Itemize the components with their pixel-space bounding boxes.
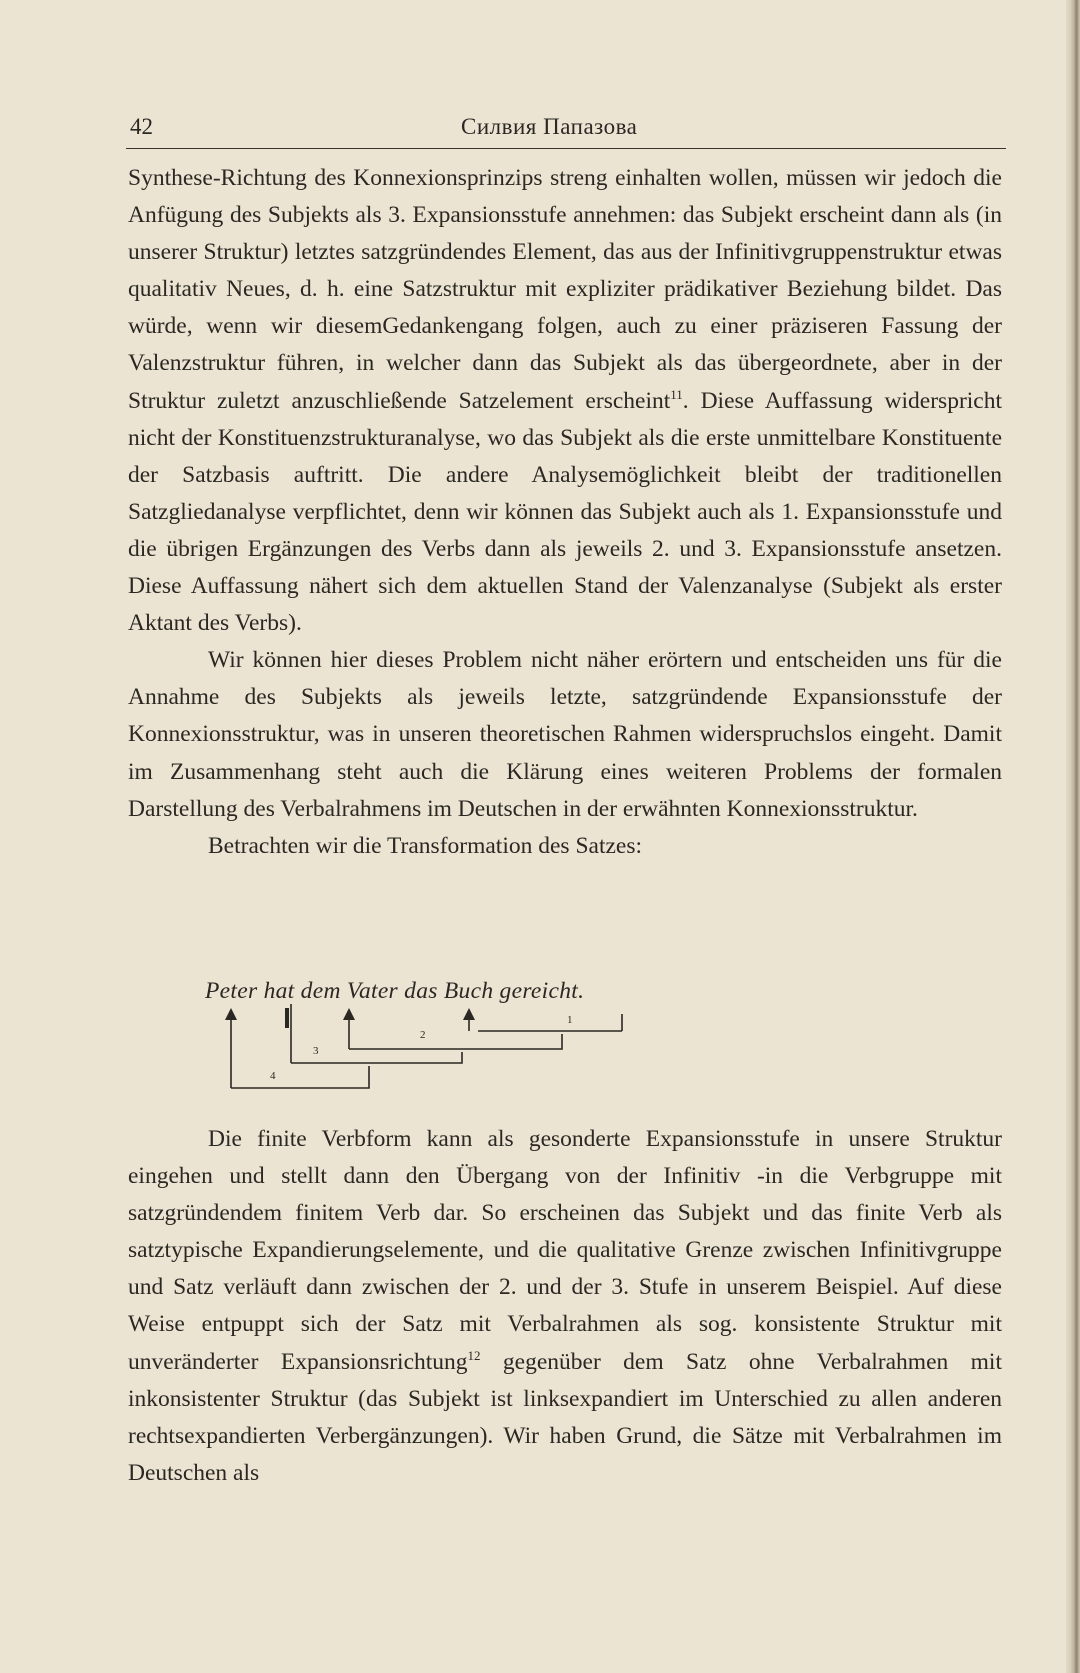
main-text-continued xyxy=(128,1121,1002,1492)
example-sentence: Peter hat dem Vater das Buch gereicht. xyxy=(205,978,585,1004)
bracket-level-2 xyxy=(349,1034,562,1049)
level-label-4: 4 xyxy=(270,1070,276,1082)
level-label-2: 2 xyxy=(420,1029,426,1041)
level-label-1: 1 xyxy=(567,1014,573,1026)
bracket-level-4 xyxy=(231,1066,369,1088)
hat-mark xyxy=(285,1008,289,1028)
paragraph-4 xyxy=(128,1121,1002,1492)
paragraph-1-part-a: Synthese-Richtung des Konnexionsprinzips streng einhalten wollen, müssen wir jedoch die Anfügung des Subjekts als 3. Expansionsstufe annehmen: das Subjekt erscheint dann als (in unserer Struktur) letztes satzgründendes Element, das aus der Infinitivgruppenstruktur etwas qualitativ Neues, d. h. eine Satzstruktur mit expliziter prädikativer Beziehung bildet. Das würde, wenn wir diesemGedankengang folgen, auch zu einer präziseren Fassung der Valenzstruktur führen, in welcher dann das Subjekt als das übergeordnete, aber in der Struktur zuletzt anzuschließende Satzelement erscheint xyxy=(128,165,1002,414)
level-label-3: 3 xyxy=(313,1045,319,1057)
arrowhead-das xyxy=(463,1008,475,1020)
footnote-ref-12: 12 xyxy=(467,1347,481,1363)
running-head: Силвия Папазова xyxy=(461,114,638,139)
paragraph-4-part-a: Die finite Verbform kann als gesonderte Expansionsstufe in unsere Struktur eingehen und stellt dann den Übergang von der Infinitiv -in die Verbgruppe mit satzgründendem finitem Verb dar. So erscheinen das Subjekt und das finite Verb als satztypische Expandierungselemente, und die qualitative Grenze zwischen Infinitivgruppe und Satz verläuft dann zwischen der 2. und der 3. Stufe in unserem Beispiel. Auf diese Weise entpuppt sich der Satz mit Verbalrahmen als sog. konsistente Struktur mit unveränderter Expansionsrichtung xyxy=(128,1126,1002,1375)
paragraph-4-part-b: gegenüber dem Satz ohne Verbalrahmen mit inkonsistenter Struktur (das Subjekt ist linksexpandiert im Unterschied zu allen anderen rechtsexpandierten Verbergänzungen). Wir haben Grund, die Sätze mit Verbalrahmen im Deutschen als xyxy=(128,1348,1002,1486)
page-number: 42 xyxy=(130,114,153,139)
arrowhead-peter xyxy=(225,1008,237,1020)
paragraph-2: Wir können hier dieses Problem nicht näher erörtern und entscheiden uns für die Annahme des Subjekts als jeweils letzte, satzgründende Expansionsstufe der Konnexionsstruktur, was in unseren theoretischen Rahmen widerspruchslos eingeht. Damit im Zusammenhang steht auch die Klärung eines weiteren Problems der formalen Darstellung des Verbalrahmens im Deutschen in der erwähnten Konnexionsstruktur. xyxy=(128,647,1002,822)
footnote-ref-11: 11 xyxy=(670,386,683,402)
paragraph-1-part-b: . Diese Auffassung widerspricht nicht der Konstituenzstrukturanalyse, wo das Subjekt als die erste unmittelbare Konstituente der Satzbasis auftritt. Die andere Analysemöglichkeit bleibt der traditionellen Satzgliedanalyse verpflichtet, denn wir können das Subjekt auch als 1. Expansionsstufe und die übrigen Ergänzungen des Verbs dann als jeweils 2. und 3. Expansionsstufe ansetzen. Diese Auffassung nähert sich dem aktuellen Stand der Valenzanalyse (Subjekt als erster Aktant des Verbs). xyxy=(128,387,1003,637)
paragraph-3: Betrachten wir die Transformation des Satzes: xyxy=(208,832,643,859)
arrowhead-vater xyxy=(343,1008,355,1020)
